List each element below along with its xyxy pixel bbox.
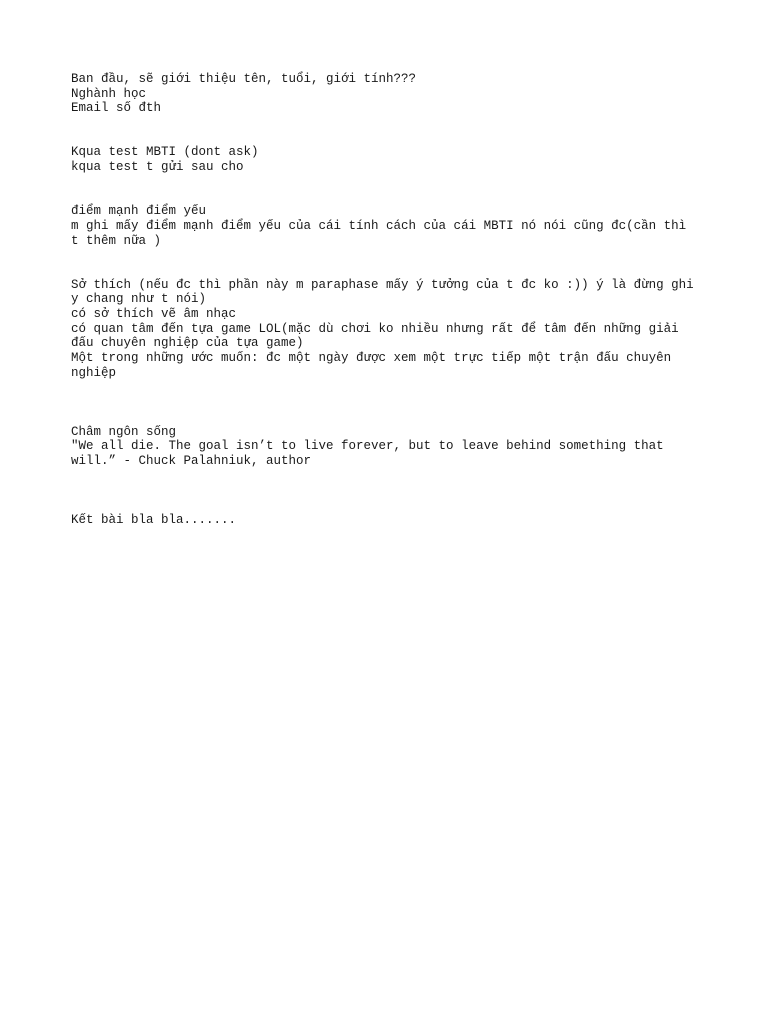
hobbies-line: có quan tâm đến tựa game LOL(mặc dù chơi ko nhiều nhưng rất để tâm đến những giải bbox=[71, 321, 679, 336]
blank-line bbox=[71, 483, 711, 498]
hobbies-line: đấu chuyên nghiệp của tựa game) bbox=[71, 336, 304, 351]
mbti-line: Kqua test MBTI (dont ask) bbox=[71, 145, 259, 160]
intro-line: Nghành học bbox=[71, 86, 147, 101]
motto-line: Châm ngôn sống bbox=[71, 424, 177, 439]
strengths-line: điểm mạnh điểm yếu bbox=[71, 204, 207, 219]
hobbies-line: Một trong những ước muốn: đc một ngày được xem một trực tiếp một trận đấu chuyên bbox=[71, 351, 672, 366]
hobbies-line: nghiệp bbox=[71, 365, 117, 380]
strengths-line: m ghi mấy điểm mạnh điểm yếu của cái tính cách của cái MBTI nó nói cũng đc(cần thì bbox=[71, 218, 687, 233]
hobbies-line: Sở thích (nếu đc thì phần này m paraphase mấy ý tưởng của t đc ko :)) ý là đừng ghi bbox=[71, 277, 694, 292]
strengths-line: t thêm nữa ) bbox=[71, 233, 162, 248]
intro-line: Email số đth bbox=[71, 101, 162, 116]
blank-line bbox=[71, 263, 711, 278]
hobbies-line: y chang như t nói) bbox=[71, 292, 207, 307]
blank-line bbox=[71, 248, 711, 263]
conclusion-line: Kết bài bla bla....... bbox=[71, 512, 237, 527]
blank-line bbox=[71, 131, 711, 146]
motto-line: will.” - Chuck Palahniuk, author bbox=[71, 453, 312, 468]
blank-line bbox=[71, 498, 711, 513]
mbti-line: kqua test t gửi sau cho bbox=[71, 160, 244, 175]
blank-line bbox=[71, 175, 711, 190]
hobbies-line: có sở thích vẽ âm nhạc bbox=[71, 307, 237, 321]
blank-line bbox=[71, 380, 711, 395]
intro-line: Ban đầu, sẽ giới thiệu tên, tuổi, giới tính??? bbox=[71, 72, 417, 86]
motto-line: "We all die. The goal isn’t to live forever, but to leave behind something that bbox=[71, 439, 664, 454]
blank-line bbox=[71, 469, 711, 484]
document-body bbox=[71, 72, 711, 527]
blank-line bbox=[71, 190, 711, 205]
blank-line bbox=[71, 395, 711, 410]
blank-line bbox=[71, 410, 711, 425]
blank-line bbox=[71, 116, 711, 131]
